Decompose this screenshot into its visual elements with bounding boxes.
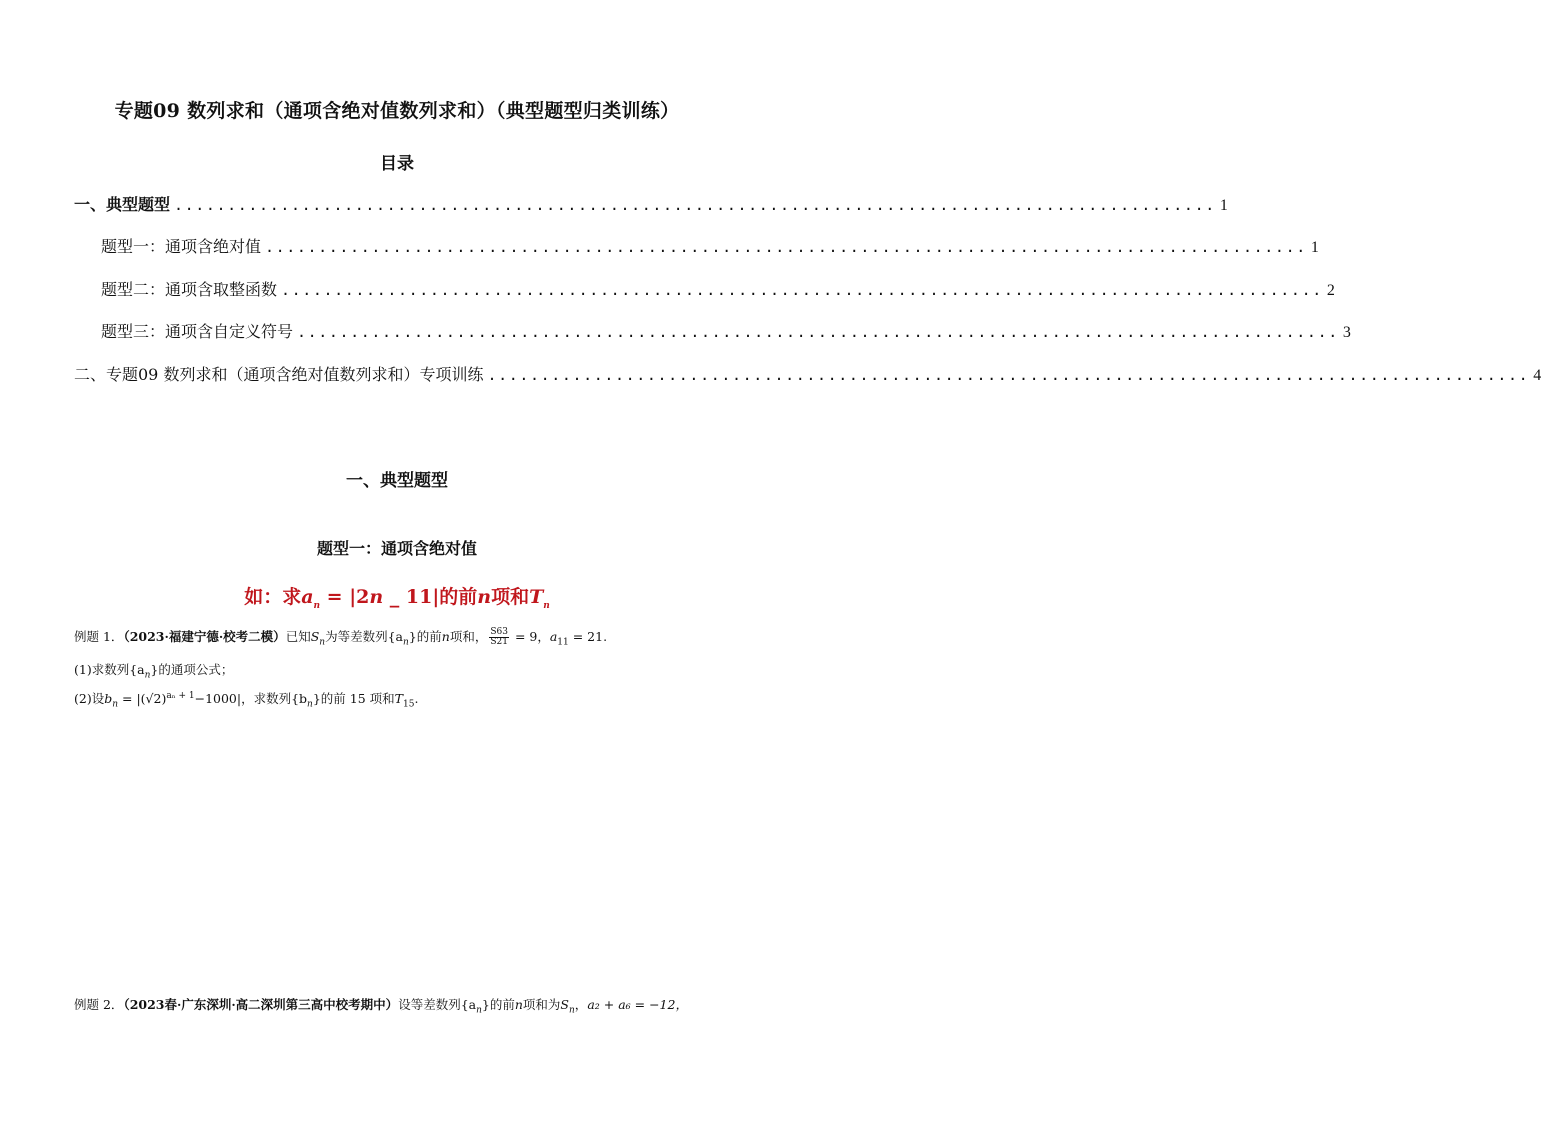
example-1-question-1: (1)求数列$\{a_n\}$的通项公式； (74, 662, 234, 681)
toc-entry-type-two[interactable] (101, 277, 1335, 300)
toc-heading: 目录 (380, 154, 414, 174)
toc-entry-label: 题型一：通项含绝对值 (101, 237, 262, 256)
toc-leader-dots: .................................................................................................. (265, 238, 1307, 256)
ratio-fraction: $\frac{S63}{S21}$ (490, 627, 508, 647)
toc-leader-dots: .................................................................................................. (297, 323, 1339, 341)
toc-entry-page: 1 (1310, 239, 1319, 256)
example-1-question-2: (2)设$b_n = |(√2)^{a_n + 1}-1000|$，求数列$\{b_n\}$的前 15 项和$T_{15}$. (74, 690, 419, 710)
toc-leader-dots: .................................................................................................. (281, 281, 1323, 299)
toc-entry-page: 2 (1326, 282, 1335, 299)
toc-entry-label: 二、专题09 数列求和（通项含绝对值数列求和）专项训练 (74, 365, 484, 384)
toc-entry-page: 3 (1342, 324, 1351, 341)
toc-entry-page: 1 (1219, 197, 1228, 214)
toc-entry-label: 一、典型题型 (74, 195, 171, 214)
toc-entry-label: 题型二：通项含取整函数 (101, 280, 278, 299)
toc-entry-page: 4 (1533, 367, 1541, 384)
example-2-statement: 例题 2．（2023春·广东深圳·高二深圳第三高中校考期中）设等差数列$\{a_n\}$的前n项和为$S_n$，a₂ + a₆ = −12， (74, 997, 688, 1016)
section-title: 一、典型题型 (346, 471, 448, 491)
toc-entry-type-three[interactable] (101, 319, 1351, 342)
example-formula: 如：求$a_n = |2n$ _ 11|的前n项和$T_n$ (244, 586, 550, 611)
toc-leader-dots: .................................................................................................. (487, 366, 1530, 384)
toc-entry-type-one[interactable] (101, 234, 1319, 257)
type-one-title: 题型一：通项含绝对值 (316, 539, 477, 558)
toc-leader-dots: .................................................................................................. (174, 196, 1216, 214)
example-1-statement: 例题 1．（2023·福建宁德·校考二模）已知$S_n$为等差数列$\{a_n\}$的前n项和， $\frac{S63}{S21}$ = 9，$a_{11} = 21$. (74, 627, 608, 648)
toc-entry-label: 题型三：通项含自定义符号 (101, 322, 294, 341)
toc-entry-special-training[interactable] (74, 362, 1541, 385)
toc-entry-typical-types[interactable] (74, 192, 1228, 215)
document-title: 专题09 数列求和（通项含绝对值数列求和）（典型题型归类训练） (114, 100, 680, 122)
